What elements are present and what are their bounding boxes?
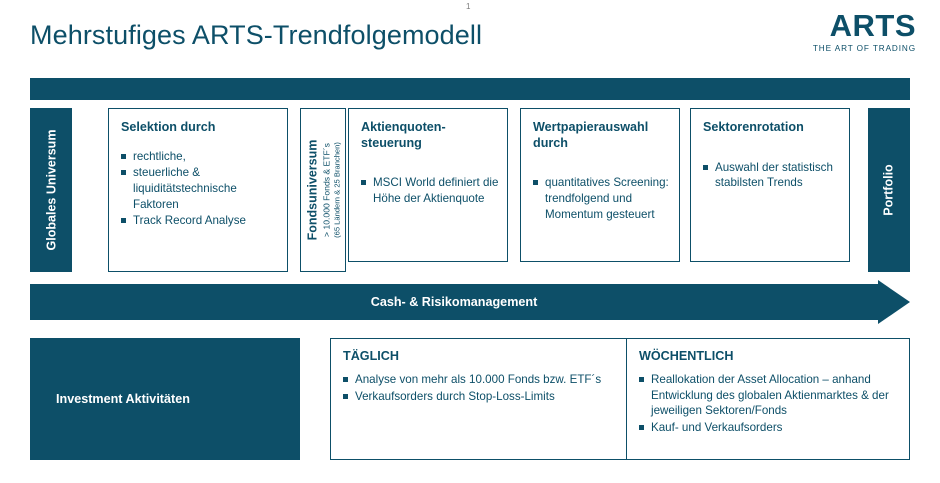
stage-fondsuniversum — [300, 108, 346, 272]
fondsuniversum-sub2: (65 Ländern & 25 Branchen) — [332, 142, 341, 238]
list-item: Reallokation der Asset Allocation – anhand Entwicklung des globalen Aktienmarktes & der jeweiligen Sektoren/Fonds — [639, 372, 901, 419]
logo-tagline: THE ART OF TRADING — [812, 44, 916, 53]
arrow-head-icon — [878, 280, 910, 324]
list-item: Auswahl der statistisch stabilsten Trends — [703, 160, 841, 191]
stage-portfolio — [868, 108, 910, 272]
stage-label: Portfolio — [882, 164, 897, 216]
page-mark: 1 — [466, 2, 471, 11]
stage-heading: Wertpapierauswahl durch — [533, 120, 649, 150]
stage-label: Globales Universum — [44, 129, 58, 251]
stage-selektion — [108, 108, 288, 272]
stage-bullets — [533, 175, 671, 222]
stage-heading: Aktienquoten-steuerung — [361, 120, 446, 150]
list-item: MSCI World definiert die Höhe der Aktienquote — [361, 175, 499, 206]
stage-globales-universum — [30, 108, 72, 272]
list-item: Track Record Analyse — [121, 213, 279, 229]
list-item: rechtliche, — [121, 149, 279, 165]
arrow-label: Cash- & Risikomanagement — [370, 295, 538, 309]
panel-heading: TÄGLICH — [343, 349, 399, 363]
stage-label-wrap — [868, 108, 910, 272]
stage-wertpapierauswahl — [520, 108, 680, 262]
panel-taeglich — [330, 338, 646, 460]
header-divider-bar — [30, 78, 910, 100]
stage-sektorenrotation — [690, 108, 850, 262]
page-title: Mehrstufiges ARTS-Trendfolgemodell — [30, 20, 483, 50]
panel-bullets — [343, 372, 637, 404]
stage-heading: Selektion durch — [121, 120, 216, 134]
stage-bullets — [361, 175, 499, 206]
cash-risk-arrow — [30, 284, 910, 320]
stage-label — [305, 140, 341, 241]
list-item: Kauf- und Verkaufsorders — [639, 420, 901, 436]
list-item: steuerliche & liquiditätstechnische Faktoren — [121, 165, 279, 212]
activities-label: Investment Aktivitäten — [30, 338, 300, 460]
logo-wordmark: ARTS — [829, 8, 916, 43]
stage-bullets — [703, 160, 841, 191]
list-item: quantitatives Screening: trendfolgend und Momentum gesteuert — [533, 175, 671, 222]
list-item: Analyse von mehr als 10.000 Fonds bzw. ETF´s — [343, 372, 637, 388]
panel-heading: WÖCHENTLICH — [639, 349, 734, 363]
stage-bullets — [121, 149, 279, 229]
stage-label-wrap — [301, 109, 345, 271]
arts-logo — [813, 10, 916, 53]
fondsuniversum-sub1: > 10.000 Fonds & ETF´s — [321, 143, 331, 237]
stage-label-wrap — [30, 108, 72, 272]
panel-woechentlich — [626, 338, 910, 460]
list-item: Verkaufsorders durch Stop-Loss-Limits — [343, 389, 637, 405]
stage-heading: Sektorenrotation — [703, 120, 804, 134]
stage-aktienquotensteuerung — [348, 108, 508, 262]
fondsuniversum-title: Fondsuniversum — [305, 139, 319, 241]
panel-bullets — [639, 372, 901, 436]
